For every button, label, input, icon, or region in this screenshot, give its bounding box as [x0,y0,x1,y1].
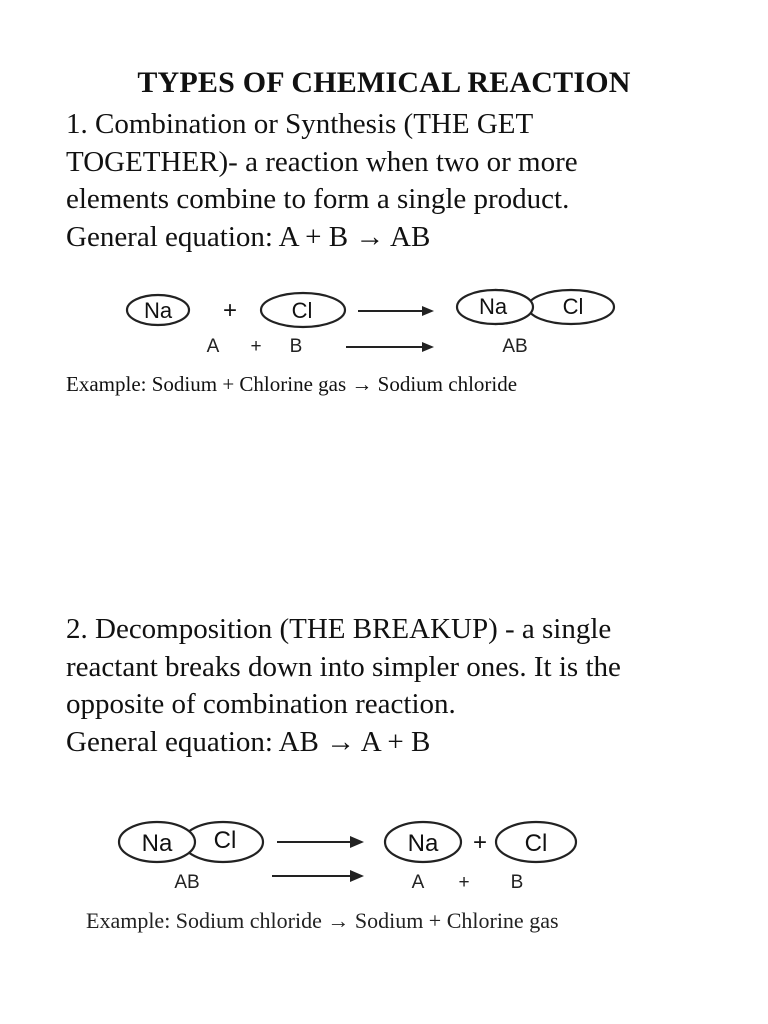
reaction-arrowhead [422,306,434,316]
product-chlorine-symbol: Cl [524,830,548,857]
decomposition-diagram [112,812,592,898]
plus-sign: + [222,297,238,324]
combination-section [66,106,726,256]
decomposition-heading-line: 2. Decomposition (THE BREAKUP) - a single [66,613,612,645]
label-ab: AB [502,336,528,357]
reaction-arrowhead [350,836,364,848]
sodium-symbol: Na [143,298,173,323]
product-chlorine-symbol: Cl [562,294,584,319]
decomposition-section [66,611,726,761]
combination-definition-line-2: elements combine to form a single product. [66,183,570,215]
label-ab: AB [174,872,200,893]
label-a: A [411,872,425,893]
reactant-chlorine-symbol: Cl [213,827,237,854]
label-arrowhead [422,342,434,352]
combination-general-equation: General equation: A + B → AB [66,220,431,253]
label-plus: + [250,336,262,357]
decomposition-definition-line-2: opposite of combination reaction. [66,688,456,720]
combination-heading-line: 1. Combination or Synthesis (THE GET [66,108,534,140]
label-arrowhead [350,870,364,882]
page-title: TYPES OF CHEMICAL REACTION [137,66,631,99]
combination-definition-line-1: TOGETHER)- a reaction when two or more [66,145,578,178]
reactant-sodium-symbol: Na [141,830,173,857]
decomposition-example: Example: Sodium chloride → Sodium + Chlorine gas [86,908,559,933]
label-plus: + [458,872,470,893]
decomposition-definition-line-1: reactant breaks down into simpler ones. It is the [66,650,621,683]
product-sodium-symbol: Na [478,294,508,319]
decomposition-general-equation: General equation: AB → A + B [66,725,431,758]
label-a: A [206,336,220,357]
label-b: B [510,872,524,893]
combination-diagram [118,280,628,360]
combination-example: Example: Sodium + Chlorine gas → Sodium chloride [66,372,518,396]
label-b: B [289,336,303,357]
plus-sign: + [472,829,488,856]
product-sodium-symbol: Na [407,830,439,857]
chlorine-symbol: Cl [291,298,313,323]
